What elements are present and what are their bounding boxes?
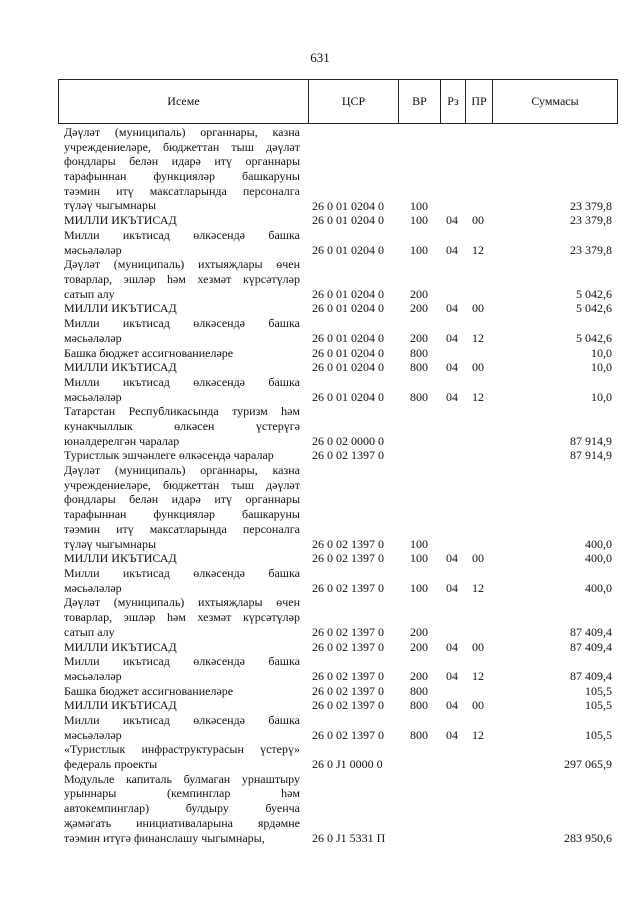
row-csr: 26 0 02 1397 0 — [312, 448, 384, 463]
row-name-line: МИЛЛИ ИКЪТИСАД — [64, 213, 177, 228]
table-row — [0, 595, 640, 639]
row-csr: 26 0 J1 0000 0 — [312, 757, 383, 772]
row-csr: 26 0 01 0204 0 — [312, 198, 384, 213]
row-csr: 26 0 01 0204 0 — [312, 242, 384, 257]
row-name-line: учреждениеләре, бюджеттан тыш дәүләт — [64, 477, 300, 492]
row-rz: 04 — [446, 360, 458, 375]
header-sum: Суммасы — [531, 94, 579, 108]
row-pr: 00 — [472, 698, 484, 713]
row-sum: 23 379,8 — [570, 213, 612, 228]
row-name-line: фондлары белән идарә итү органнары — [64, 492, 300, 507]
table-row — [0, 551, 640, 566]
row-name — [64, 448, 300, 463]
row-name-line: тәэмин итү максатларында персоналга — [64, 183, 300, 198]
table-header — [58, 79, 618, 124]
row-name-line: мәсьәләләр — [64, 242, 122, 257]
row-sum: 87 409,4 — [570, 668, 612, 683]
row-csr: 26 0 02 1397 0 — [312, 624, 384, 639]
row-name — [64, 463, 300, 551]
table-row — [0, 654, 640, 683]
row-name — [64, 375, 300, 404]
row-csr: 26 0 02 1397 0 — [312, 668, 384, 683]
row-sum: 23 379,8 — [570, 242, 612, 257]
row-name-line: Милли икътисад өлкәсендә башка — [64, 316, 300, 331]
row-csr: 26 0 J1 5331 П — [312, 830, 386, 845]
row-name-line: Модульле капиталь булмаган урнаштыру — [64, 771, 300, 786]
row-vr: 200 — [410, 286, 428, 301]
table-row — [0, 640, 640, 655]
row-name-line: Башка бюджет ассигнованиеләре — [64, 683, 234, 698]
row-sum: 23 379,8 — [570, 198, 612, 213]
table-row — [0, 463, 640, 551]
row-csr: 26 0 01 0204 0 — [312, 301, 384, 316]
row-name-line: Дәүләт (муниципаль) ихтыяҗлары өчен — [64, 595, 300, 610]
row-name-line: тәэмин итүгә финанслашу чыгымнары, — [64, 830, 265, 845]
row-csr: 26 0 01 0204 0 — [312, 389, 384, 404]
row-rz: 04 — [446, 213, 458, 228]
row-name-line: мәсьәләләр — [64, 727, 122, 742]
row-vr: 200 — [410, 639, 428, 654]
row-name-line: автокемпинглар) булдыру буенча — [64, 801, 300, 816]
row-name-line: товарлар, эшләр һәм хезмәт күрсәтүләр — [64, 610, 300, 625]
row-name-line: МИЛЛИ ИКЪТИСАД — [64, 301, 177, 316]
row-rz: 04 — [446, 727, 458, 742]
row-name-line: тәэмин итү максатларында персоналга — [64, 521, 300, 536]
table-row — [0, 448, 640, 463]
row-sum: 10,0 — [591, 345, 612, 360]
row-name — [64, 257, 300, 301]
row-name-line: МИЛЛИ ИКЪТИСАД — [64, 698, 177, 713]
row-csr: 26 0 02 1397 0 — [312, 727, 384, 742]
row-csr: 26 0 02 1397 0 — [312, 580, 384, 595]
row-rz: 04 — [446, 698, 458, 713]
row-pr: 00 — [472, 301, 484, 316]
table-row — [0, 684, 640, 699]
table-row — [0, 713, 640, 742]
table-row — [0, 213, 640, 228]
row-vr: 200 — [410, 624, 428, 639]
row-pr: 12 — [472, 580, 484, 595]
table-row — [0, 228, 640, 257]
row-sum: 87 409,4 — [570, 624, 612, 639]
row-name-line: Татарстан Республикасында туризм һәм — [64, 404, 300, 419]
row-name-line: товарлар, эшләр һәм хезмәт күрсәтүләр — [64, 271, 300, 286]
row-pr: 00 — [472, 639, 484, 654]
row-name-line: сатып алу — [64, 286, 115, 301]
row-csr: 26 0 01 0204 0 — [312, 286, 384, 301]
table-row — [0, 772, 640, 846]
table-row — [0, 316, 640, 345]
row-name-line: Милли икътисад өлкәсендә башка — [64, 566, 300, 580]
page-number: 631 — [310, 50, 330, 65]
table-row — [0, 566, 640, 595]
row-csr: 26 0 01 0204 0 — [312, 345, 384, 360]
row-name — [64, 125, 300, 213]
header-pr: ПР — [466, 80, 493, 123]
row-name-line: җәмәгать инициативаларына ярдәмне — [64, 815, 300, 830]
table-row — [0, 742, 640, 771]
row-name-line: федераль проекты — [64, 757, 158, 772]
row-name — [64, 316, 300, 345]
row-name-line: фондлары белән идарә итү органнары — [64, 154, 300, 169]
row-pr: 00 — [472, 360, 484, 375]
row-name-line: Дәүләт (муниципаль) органнары, казна — [64, 125, 300, 139]
row-rz: 04 — [446, 301, 458, 316]
row-name-line: Милли икътисад өлкәсендә башка — [64, 374, 300, 389]
row-pr: 12 — [472, 242, 484, 257]
row-name-line: МИЛЛИ ИКЪТИСАД — [64, 360, 177, 375]
row-name — [64, 772, 300, 845]
row-rz: 04 — [446, 242, 458, 257]
row-name-line: түләү чыгымнары — [64, 198, 157, 213]
row-sum: 87 409,4 — [570, 639, 612, 654]
row-sum: 10,0 — [591, 360, 612, 375]
row-sum: 297 065,9 — [564, 757, 612, 772]
row-rz: 04 — [446, 551, 458, 566]
row-name-line: кунакчыллык өлкәсен үстерүгә — [64, 418, 300, 433]
row-name-line: мәсьәләләр — [64, 580, 122, 595]
row-csr: 26 0 01 0204 0 — [312, 360, 384, 375]
row-name — [64, 742, 300, 771]
row-pr: 12 — [472, 330, 484, 345]
row-pr: 12 — [472, 727, 484, 742]
row-sum: 87 914,9 — [570, 433, 612, 448]
row-vr: 800 — [410, 360, 428, 375]
row-rz: 04 — [446, 580, 458, 595]
row-name — [64, 360, 300, 375]
row-name-line: юнәлдерелгән чаралар — [64, 433, 180, 448]
row-csr: 26 0 02 1397 0 — [312, 639, 384, 654]
row-name-line: Милли икътисад өлкәсендә башка — [64, 654, 300, 669]
row-sum: 5 042,6 — [576, 330, 612, 345]
row-vr: 100 — [410, 213, 428, 228]
row-name — [64, 566, 300, 595]
row-vr: 100 — [410, 242, 428, 257]
header-name: Исеме — [59, 80, 309, 123]
row-sum: 400,0 — [585, 551, 612, 566]
row-pr: 00 — [472, 213, 484, 228]
row-name-line: Башка бюджет ассигнованиеләре — [64, 345, 234, 360]
row-name — [64, 551, 300, 566]
row-name-line: тарафыннан функцияләр башкаруны — [64, 507, 300, 522]
row-vr: 800 — [410, 389, 428, 404]
row-name-line: тарафыннан функцияләр башкаруны — [64, 169, 300, 184]
table-row — [0, 301, 640, 316]
row-sum: 400,0 — [585, 580, 612, 595]
row-name — [64, 698, 300, 713]
table-row — [0, 125, 640, 213]
row-sum: 5 042,6 — [576, 301, 612, 316]
row-csr: 26 0 02 1397 0 — [312, 698, 384, 713]
row-name-line: МИЛЛИ ИКЪТИСАД — [64, 551, 177, 566]
row-sum: 105,5 — [585, 727, 612, 742]
row-name-line: мәсьәләләр — [64, 668, 122, 683]
row-sum: 105,5 — [585, 698, 612, 713]
row-vr: 100 — [410, 580, 428, 595]
row-csr: 26 0 01 0204 0 — [312, 330, 384, 345]
row-name-line: сатып алу — [64, 624, 115, 639]
row-vr: 800 — [410, 698, 428, 713]
table-row — [0, 404, 640, 448]
row-pr: 00 — [472, 551, 484, 566]
row-csr: 26 0 02 1397 0 — [312, 683, 384, 698]
row-name-line: Дәүләт (муниципаль) органнары, казна — [64, 463, 300, 478]
row-name — [64, 713, 300, 742]
row-name-line: Милли икътисад өлкәсендә башка — [64, 713, 300, 727]
row-vr: 100 — [410, 551, 428, 566]
row-vr: 800 — [410, 683, 428, 698]
row-sum: 400,0 — [585, 536, 612, 551]
row-rz: 04 — [446, 639, 458, 654]
row-vr: 800 — [410, 345, 428, 360]
table-row — [0, 698, 640, 713]
row-name-line: урыннары (кемпинглар һәм — [64, 786, 300, 801]
row-name-line: Туристлык эшчәнлеге өлкәсендә чаралар — [64, 448, 274, 463]
row-vr: 800 — [410, 727, 428, 742]
row-sum: 283 950,6 — [564, 830, 612, 845]
row-name-line: Дәүләт (муниципаль) ихтыяҗлары өчен — [64, 257, 300, 272]
row-name-line: мәсьәләләр — [64, 330, 122, 345]
row-name — [64, 654, 300, 683]
row-vr: 100 — [410, 198, 428, 213]
row-sum: 87 914,9 — [570, 448, 612, 463]
row-pr: 12 — [472, 668, 484, 683]
row-name — [64, 684, 300, 699]
table-row — [0, 375, 640, 404]
table-row — [0, 346, 640, 361]
row-sum: 10,0 — [591, 389, 612, 404]
row-vr: 200 — [410, 301, 428, 316]
table-row — [0, 257, 640, 301]
row-csr: 26 0 01 0204 0 — [312, 213, 384, 228]
row-rz: 04 — [446, 668, 458, 683]
row-name — [64, 595, 300, 639]
row-csr: 26 0 02 1397 0 — [312, 551, 384, 566]
row-rz: 04 — [446, 389, 458, 404]
row-vr: 200 — [410, 668, 428, 683]
row-csr: 26 0 02 0000 0 — [312, 433, 384, 448]
row-name-line: Милли икътисад өлкәсендә башка — [64, 227, 300, 242]
row-name-line: түләү чыгымнары — [64, 536, 157, 551]
row-name-line: МИЛЛИ ИКЪТИСАД — [64, 639, 177, 654]
row-csr: 26 0 02 1397 0 — [312, 536, 384, 551]
header-vr: ВР — [399, 80, 441, 123]
row-name — [64, 404, 300, 448]
row-name — [64, 640, 300, 655]
row-name-line: учреждениеләре, бюджеттан тыш дәүләт — [64, 139, 300, 154]
row-name — [64, 228, 300, 257]
row-name-line: мәсьәләләр — [64, 389, 122, 404]
row-vr: 200 — [410, 330, 428, 345]
row-pr: 12 — [472, 389, 484, 404]
header-rz: Рз — [441, 80, 466, 123]
header-csr: ЦСР — [309, 80, 399, 123]
row-sum: 5 042,6 — [576, 286, 612, 301]
row-rz: 04 — [446, 330, 458, 345]
row-name — [64, 213, 300, 228]
table-row — [0, 360, 640, 375]
row-name — [64, 301, 300, 316]
row-sum: 105,5 — [585, 683, 612, 698]
row-vr: 100 — [410, 536, 428, 551]
row-name — [64, 346, 300, 361]
row-name-line: «Туристлык инфраструктурасын үстерү» — [64, 742, 300, 757]
